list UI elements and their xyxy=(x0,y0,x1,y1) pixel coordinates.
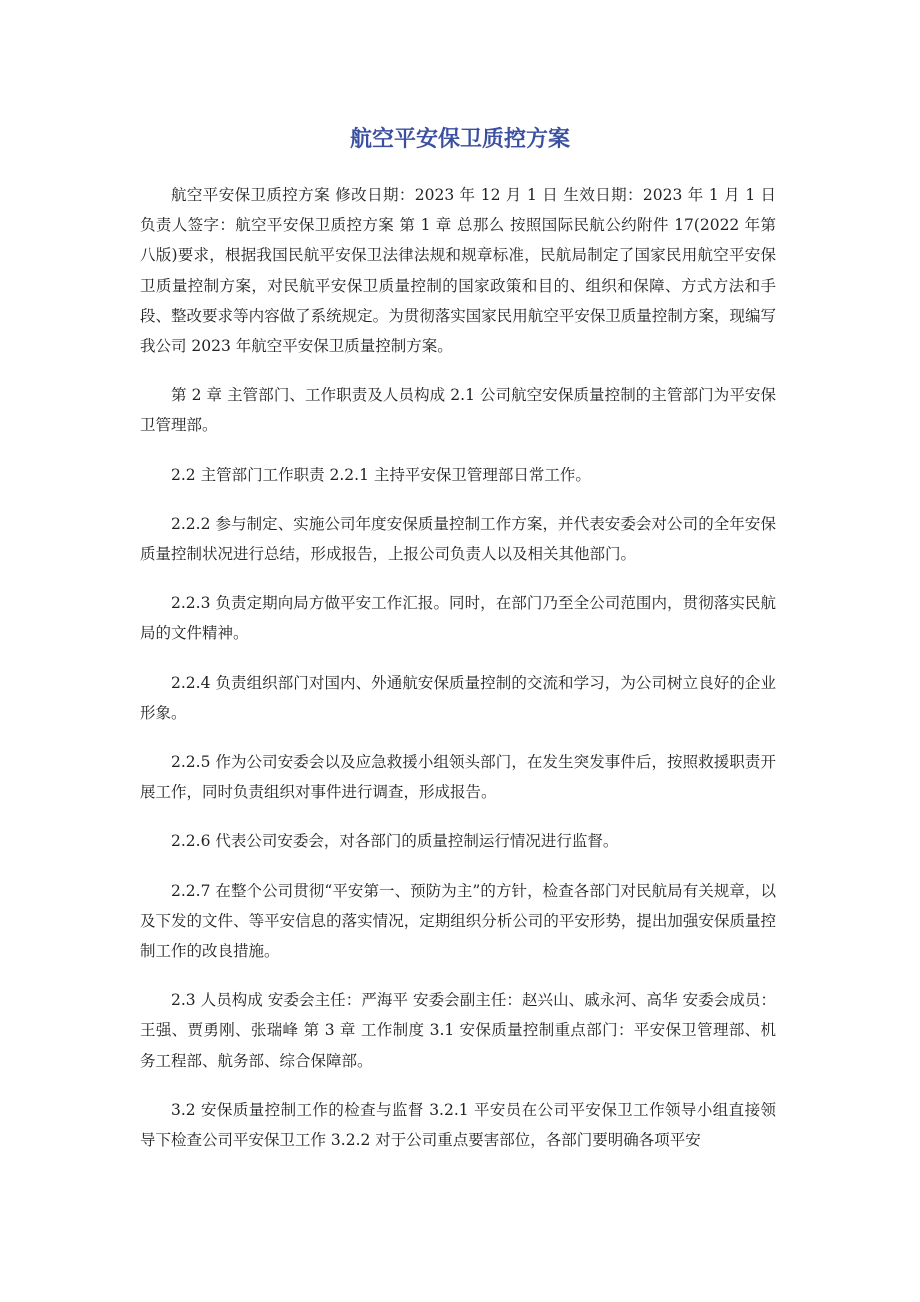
paragraph: 2.2 主管部门工作职责 2.2.1 主持平安保卫管理部日常工作。 xyxy=(171,465,591,484)
paragraph: 2.3 人员构成 安委会主任：严海平 安委会副主任：赵兴山、戚永河、高华 安委会成员：王强、贾勇刚、张瑞峰 第 3 章 工作制度 3.1 安保质量控制重点部门：平安保卫管理部、机务工程部、航务部、综合保障部。 xyxy=(140,991,776,1070)
document-body xyxy=(140,180,776,1174)
paragraph: 2.2.7 在整个公司贯彻“平安第一、预防为主”的方针，检查各部门对民航局有关规章，以及下发的文件、等平安信息的落实情况，定期组织分析公司的平安形势，提出加强安保质量控制工作的改良措施。 xyxy=(140,881,776,961)
paragraph: 2.2.5 作为公司安委会以及应急救援小组领头部门，在发生突发事件后，按照救援职责开展工作，同时负责组织对事件进行调查，形成报告。 xyxy=(140,753,776,802)
paragraph: 第 2 章 主管部门、工作职责及人员构成 2.1 公司航空安保质量控制的主管部门为平安保卫管理部。 xyxy=(140,386,776,435)
paragraph: 2.2.3 负责定期向局方做平安工作汇报。同时，在部门乃至全公司范围内，贯彻落实民航局的文件精神。 xyxy=(140,594,776,643)
paragraph: 2.2.4 负责组织部门对国内、外通航安保质量控制的交流和学习，为公司树立良好的企业形象。 xyxy=(140,673,776,722)
paragraph: 3.2 安保质量控制工作的检查与监督 3.2.1 平安员在公司平安保卫工作领导小组直接领导下检查公司平安保卫工作 3.2.2 对于公司重点要害部位，各部门要明确各项平安 xyxy=(140,1100,776,1150)
paragraph: 2.2.2 参与制定、实施公司年度安保质量控制工作方案，并代表安委会对公司的全年安保质量控制状况进行总结，形成报告，上报公司负责人以及相关其他部门。 xyxy=(140,514,776,564)
document-title: 航空平安保卫质控方案 xyxy=(349,127,570,152)
paragraph: 航空平安保卫质控方案 修改日期：2023 年 12 月 1 日 生效日期：2023 年 1 月 1 日 负责人签字：航空平安保卫质控方案 第 1 章 总那么 按照国际民航公约附件 17(2022 年第八版)要求，根据我国民航平安保卫法律法规和规章标准，民航局制定了国家民用航空平安保卫质量控制方案，对民航平安保卫质量控制的国家政策和目的、组织和保障、方式方法和手段、整改要求等内容做了系统规定。为贯彻落实国家民用航空平安保卫质量控制方案，现编写我公司 2023 年航空平安保卫质量控制方案。 xyxy=(140,186,776,356)
paragraph: 2.2.6 代表公司安委会，对各部门的质量控制运行情况进行监督。 xyxy=(171,832,619,851)
